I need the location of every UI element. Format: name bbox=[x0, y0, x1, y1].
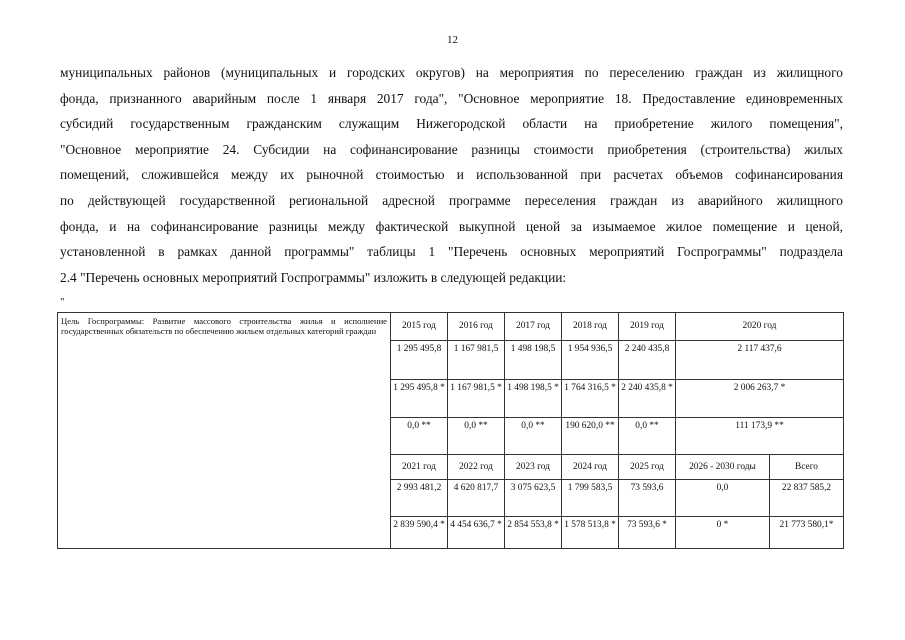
value-cell: 2 240 435,8 * bbox=[619, 380, 676, 418]
value-cell: 2 993 481,2 bbox=[391, 480, 448, 517]
paragraph-line: помещений, сложившейся между их рыночной стоимостью и использованной при расчетах объемов софинансирования bbox=[60, 167, 843, 183]
total-value-cell: 21 773 580,1* bbox=[770, 517, 844, 549]
year-header-cell: 2019 год bbox=[619, 313, 676, 341]
value-cell: 73 593,6 bbox=[619, 480, 676, 517]
program-goal-table bbox=[57, 312, 844, 549]
value-cell: 0 * bbox=[676, 517, 770, 549]
value-cell: 190 620,0 ** bbox=[562, 418, 619, 455]
value-cell: 2 854 553,8 * bbox=[505, 517, 562, 549]
body-paragraph bbox=[60, 60, 843, 290]
value-cell: 0,0 ** bbox=[448, 418, 505, 455]
paragraph-line: фонда, и на софинансирование разницы между фактической выкупной ценой за изымаемое жилое помещение и ценой, bbox=[60, 218, 843, 234]
year-header-cell: 2015 год bbox=[391, 313, 448, 341]
value-cell: 4 620 817,7 bbox=[448, 480, 505, 517]
year-header-cell: 2021 год bbox=[391, 455, 448, 480]
paragraph-line: по действующей государственной региональной адресной программе переселения граждан из аварийного жилищного bbox=[60, 192, 843, 208]
value-cell: 1 295 495,8 * bbox=[391, 380, 448, 418]
value-cell: 1 799 583,5 bbox=[562, 480, 619, 517]
value-cell: 4 454 636,7 * bbox=[448, 517, 505, 549]
value-cell: 3 075 623,5 bbox=[505, 480, 562, 517]
paragraph-line: муниципальных районов (муниципальных и городских округов) на мероприятия по переселению граждан из жилищного bbox=[60, 65, 843, 80]
opening-quote-mark: " bbox=[60, 296, 65, 308]
paragraph-line: 2.4 "Перечень основных мероприятий Госпрограммы" изложить в следующей редакции: bbox=[60, 269, 567, 285]
paragraph-line: установленной в рамках данной программы" таблицы 1 "Перечень основных мероприятий Госпрограммы" подраздела bbox=[60, 244, 843, 260]
paragraph-line: субсидий государственным гражданским служащим Нижегородской области на приобретение жилого помещения", bbox=[60, 116, 843, 132]
value-cell: 1 498 198,5 bbox=[505, 341, 562, 380]
total-value-cell: 22 837 585,2 bbox=[770, 480, 844, 517]
year-header-cell: 2026 - 2030 годы bbox=[676, 455, 770, 480]
value-cell: 2 240 435,8 bbox=[619, 341, 676, 380]
year-header-cell: 2024 год bbox=[562, 455, 619, 480]
year-header-cell: 2016 год bbox=[448, 313, 505, 341]
value-cell: 2 117 437,6 bbox=[676, 341, 844, 380]
value-cell: 111 173,9 ** bbox=[676, 418, 844, 455]
value-cell: 1 764 316,5 * bbox=[562, 380, 619, 418]
year-header-cell: 2023 год bbox=[505, 455, 562, 480]
total-header-cell: Всего bbox=[770, 455, 844, 480]
value-cell: 0,0 ** bbox=[619, 418, 676, 455]
value-cell: 1 167 981,5 * bbox=[448, 380, 505, 418]
value-cell: 1 167 981,5 bbox=[448, 341, 505, 380]
page-number: 12 bbox=[447, 34, 458, 46]
value-cell: 1 578 513,8 * bbox=[562, 517, 619, 549]
value-cell: 0,0 bbox=[676, 480, 770, 517]
goal-cell: Цель Госпрограммы: Развитие массового строительства жилья и исполнение государственных обязательств по обеспечению жильем отдельных категорий граждан bbox=[58, 313, 391, 549]
year-header-cell: 2020 год bbox=[676, 313, 844, 341]
value-cell: 1 954 936,5 bbox=[562, 341, 619, 380]
paragraph-line: фонда, признанного аварийным после 1 января 2017 года", "Основное мероприятие 18. Предоставление единовременных bbox=[60, 90, 843, 106]
year-header-cell: 2017 год bbox=[505, 313, 562, 341]
value-cell: 73 593,6 * bbox=[619, 517, 676, 549]
value-cell: 2 839 590,4 * bbox=[391, 517, 448, 549]
year-header-cell: 2025 год bbox=[619, 455, 676, 480]
paragraph-line: "Основное мероприятие 24. Субсидии на софинансирование разницы стоимости приобретения (строительства) жилых bbox=[60, 141, 843, 157]
value-cell: 0,0 ** bbox=[505, 418, 562, 455]
year-header-cell: 2018 год bbox=[562, 313, 619, 341]
year-header-cell: 2022 год bbox=[448, 455, 505, 480]
value-cell: 2 006 263,7 * bbox=[676, 380, 844, 418]
value-cell: 0,0 ** bbox=[391, 418, 448, 455]
value-cell: 1 295 495,8 bbox=[391, 341, 448, 380]
value-cell: 1 498 198,5 * bbox=[505, 380, 562, 418]
